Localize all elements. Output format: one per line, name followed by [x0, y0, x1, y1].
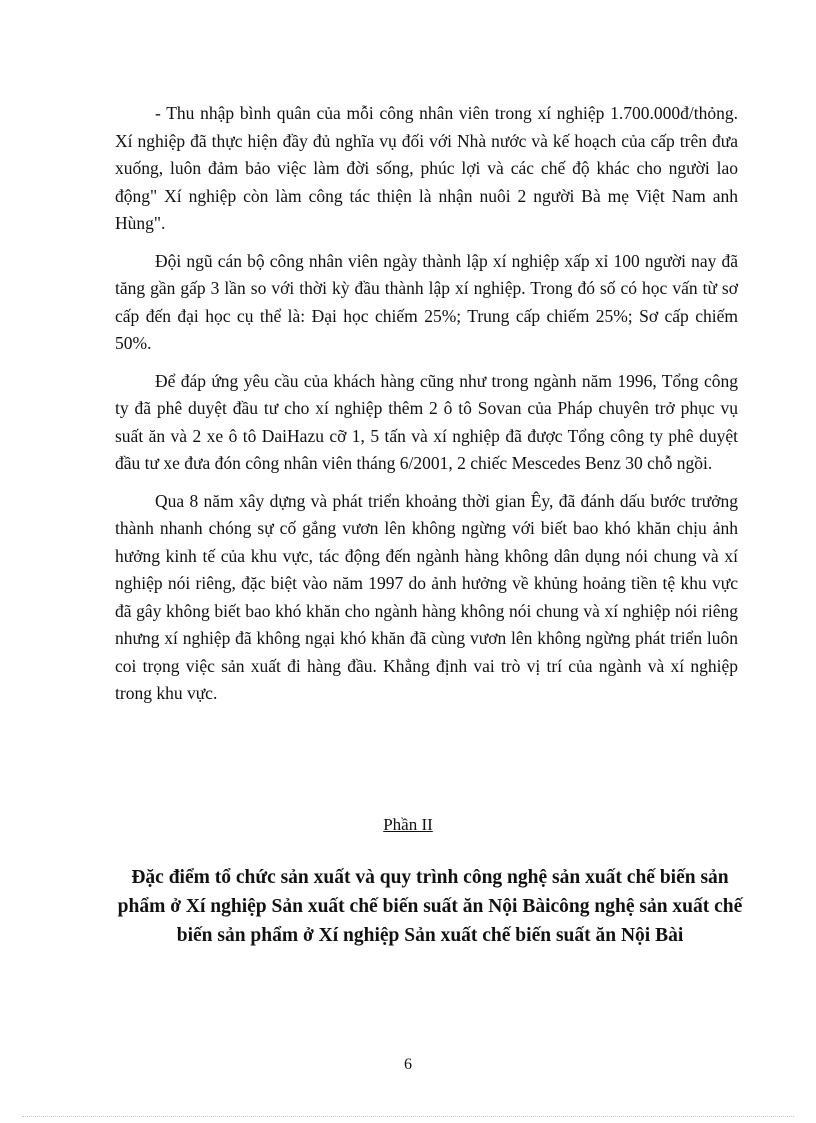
body-text	[115, 100, 738, 718]
section-label-text: Phần II	[383, 815, 433, 834]
page-number: 6	[404, 1056, 412, 1073]
section-title: Đặc điểm tổ chức sản xuất và quy trình công nghệ sản xuất chế biến sản phẩm ở Xí nghiệp Sản xuất chế biến suất ăn Nội Bàicông nghệ sản xuất chế biến sản phẩm ở Xí nghiệp Sản xuất chế biến suất ăn Nội Bài	[117, 867, 743, 946]
section-label	[0, 815, 816, 835]
paragraph-development: Qua 8 năm xây dựng và phát triển khoảng thời gian Êy, đã đánh dấu bước trưởng thành nhanh chóng sự cố gắng vươn lên không ngừng với biết bao khó khăn chịu ảnh hưởng kinh tế của khu vực, tác động đến ngành hàng không dân dụng nói chung và xí nghiệp nói riêng, đặc biệt vào năm 1997 do ảnh hưởng về khủng hoảng tiền tệ khu vực đã gây không biết bao khó khăn cho ngành hàng không nói chung và xí nghiệp nói riêng nhưng xí nghiệp đã không ngại khó khăn đã cùng vươn lên không ngừng phát triển luôn coi trọng việc sản xuất đi hàng đầu. Khẳng định vai trò vị trí của ngành và xí nghiệp trong khu vực.	[115, 490, 738, 703]
paragraph-staff: Đội ngũ cán bộ công nhân viên ngày thành lập xí nghiệp xấp xỉ 100 người nay đã tăng gần gấp 3 lần so với thời kỳ đầu thành lập xí nghiệp. Trong đó số có học vấn từ sơ cấp đến đại học cụ thể là: Đại học chiếm 25%; Trung cấp chiếm 25%; Sơ cấp chiếm 50%.	[115, 250, 738, 353]
paragraph-vehicles: Để đáp ứng yêu cầu của khách hàng cũng như trong ngành năm 1996, Tổng công ty đã phê duyệt đầu tư cho xí nghiệp thêm 2 ô tô Sovan của Pháp chuyên trở phục vụ suất ăn và 2 xe ô tô DaiHazu cỡ 1, 5 tấn và xí nghiệp đã được Tổng công ty phê duyệt đầu tư xe đưa đón công nhân viên tháng 6/2001, 2 chiếc Mescedes Benz 30 chỗ ngồi.	[115, 370, 738, 473]
paragraph-income: - Thu nhập bình quân của mỗi công nhân viên trong xí nghiệp 1.700.000đ/thỏng. Xí nghiệp đã thực hiện đầy đủ nghĩa vụ đối với Nhà nước và kế hoạch của cấp trên đưa xuống, luôn đảm bảo việc làm đời sống, phúc lợi và các chế độ khác cho người lao động" Xí nghiệp còn làm công tác thiện là nhận nuôi 2 người Bà mẹ Việt Nam anh Hùng".	[115, 103, 738, 233]
footer-divider	[22, 1116, 794, 1117]
